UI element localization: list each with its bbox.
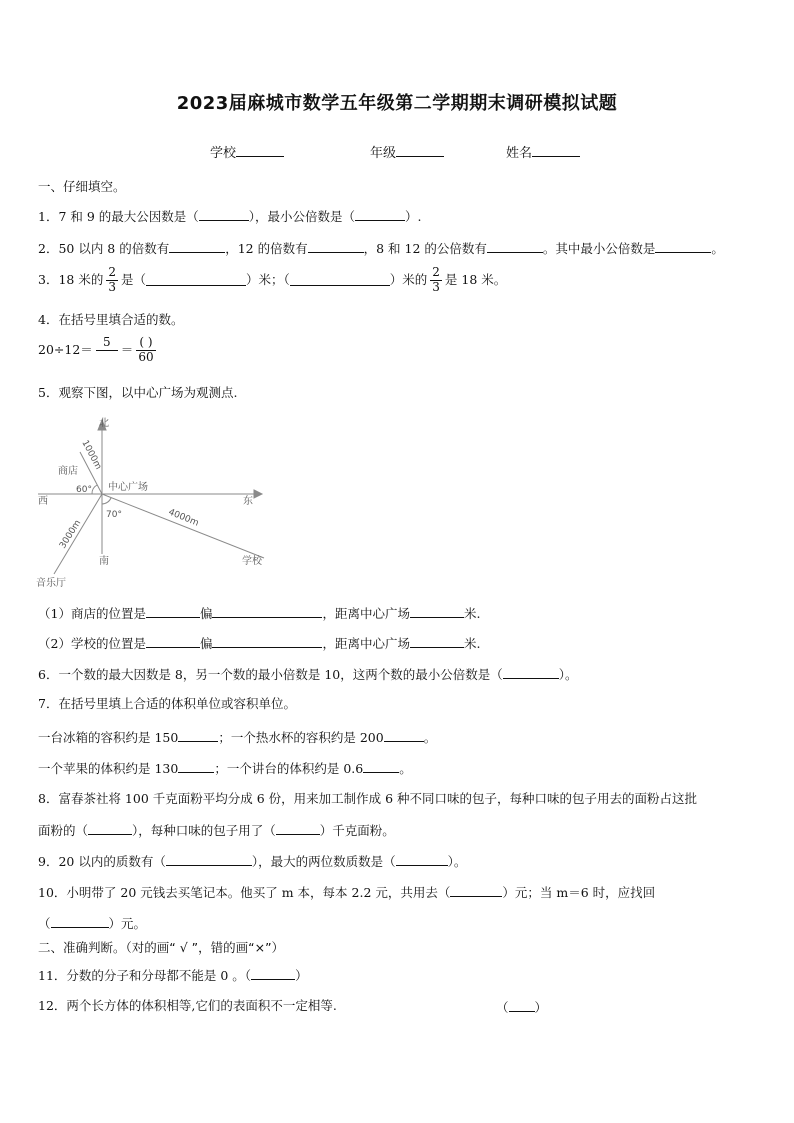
school-label: 学校 <box>242 556 262 567</box>
q5-sub2-text-d: 米. <box>464 636 481 651</box>
q7-l1-text-a: 一台冰箱的容积约是 150 <box>38 730 179 745</box>
question-2 <box>38 241 724 256</box>
q7-blank-1[interactable] <box>178 730 218 742</box>
question-7-line-1 <box>38 730 436 745</box>
grade-blank[interactable] <box>396 145 444 157</box>
q10-text-c: （ <box>38 916 51 931</box>
question-3 <box>38 266 506 295</box>
q7-l2-text-c: 。 <box>399 761 412 776</box>
q3-text-a: 3．18 米的 <box>38 272 104 288</box>
q7-blank-2[interactable] <box>384 730 424 742</box>
angle-60-label: 60° <box>76 485 92 495</box>
q4-fraction-2[interactable] <box>136 336 155 365</box>
q6-text-b: ）。 <box>558 667 578 682</box>
q1-text-a: 1．7 和 9 的最大公因数是（ <box>38 209 199 224</box>
q1-text-b: ），最小公倍数是（ <box>248 209 356 224</box>
direction-diagram <box>36 414 276 590</box>
question-9 <box>38 854 466 869</box>
q3-text-b: 是（ <box>120 272 146 288</box>
east-arrow-icon <box>254 490 262 498</box>
question-4-expression <box>38 336 159 365</box>
q3-frac2-den: 3 <box>432 279 440 294</box>
q9-text-a: 9．20 以内的质数有（ <box>38 854 166 869</box>
shop-distance-label: 1000m <box>79 438 104 472</box>
q2-text-e: 。 <box>711 241 724 256</box>
q5-sub1-blank-2[interactable] <box>212 606 322 618</box>
q5-sub2-blank-2[interactable] <box>212 636 322 648</box>
q3-blank-2[interactable] <box>290 274 390 286</box>
q7-blank-4[interactable] <box>363 761 399 773</box>
question-7-line-2 <box>38 761 412 776</box>
question-11 <box>38 968 308 983</box>
question-12 <box>38 1000 337 1013</box>
q11-text-b: ） <box>295 968 308 983</box>
q3-frac1-den: 3 <box>108 279 116 294</box>
q1-text-c: ）. <box>405 209 422 224</box>
question-10-line-2 <box>38 916 146 931</box>
q7-l1-text-b: ；一个热水杯的容积约是 200 <box>218 730 384 745</box>
music-hall-label: 音乐厅 <box>36 578 66 589</box>
q11-blank[interactable] <box>251 968 295 980</box>
q3-blank-1[interactable] <box>146 274 246 286</box>
question-10-line-1 <box>38 885 655 900</box>
grade-field <box>370 142 444 161</box>
q5-sub1-text-d: 米. <box>464 606 481 621</box>
west-label: 西 <box>38 496 48 507</box>
q10-text-a: 10．小明带了 20 元钱去买笔记本。他买了 m 本，每本 2.2 元，共用去（ <box>38 885 451 900</box>
center-label: 中心广场 <box>108 482 148 493</box>
question-5: 5．观察下图，以中心广场为观测点. <box>38 385 238 400</box>
q2-text-b: ，12 的倍数有 <box>225 241 308 256</box>
question-6 <box>38 667 578 682</box>
q5-sub2-blank-1[interactable] <box>146 636 200 648</box>
q11-text-a: 11．分数的分子和分母都不能是 0 。（ <box>38 968 252 983</box>
grade-label: 年级 <box>370 146 397 161</box>
angle-70-arc <box>102 498 111 504</box>
q4-frac1-den <box>96 351 118 365</box>
q8-text-c: ）千克面粉。 <box>319 823 395 838</box>
q12-blank[interactable] <box>509 1000 535 1012</box>
q1-blank-2[interactable] <box>355 209 405 221</box>
q5-sub2-text-b: 偏 <box>199 636 213 651</box>
q3-text-d: ）米的 <box>389 272 428 288</box>
q3-frac2-num: 2 <box>432 265 440 279</box>
q4-fraction-1 <box>96 336 118 365</box>
q10-text-b: ）元；当 m＝6 时，应找回 <box>502 885 656 900</box>
q5-sub2-text-c: ，距离中心广场 <box>322 636 410 651</box>
question-8-line-1: 8．富春茶社将 100 千克面粉平均分成 6 份，用来加工制作成 6 种不同口味的包子，每种口味的包子用去的面粉占这批 <box>38 791 698 806</box>
q12-text-b: （ <box>496 1000 509 1015</box>
question-12-answer <box>496 1000 547 1015</box>
q5-sub1-text-b: 偏 <box>199 606 213 621</box>
q9-text-c: ）。 <box>447 854 467 869</box>
q3-text-c: ）米；（ <box>246 272 290 288</box>
page-title: 2023届麻城市数学五年级第二学期期末调研模拟试题 <box>176 93 618 114</box>
q7-l2-text-a: 一个苹果的体积约是 130 <box>38 761 179 776</box>
q5-sub1-blank-1[interactable] <box>146 606 200 618</box>
q3-fraction-1 <box>106 266 118 295</box>
music-distance-label: 3000m <box>58 518 84 551</box>
q1-blank-1[interactable] <box>199 209 249 221</box>
q12-text-c: ） <box>534 1000 548 1015</box>
school-label: 学校 <box>210 146 237 161</box>
q12-text-a: 12．两个长方体的体积相等,它们的表面积不一定相等. <box>38 998 337 1013</box>
question-7: 7．在括号里填上合适的体积单位或容积单位。 <box>38 696 296 711</box>
school-direction-line <box>102 494 264 558</box>
q8-text-b: ），每种口味的包子用了（ <box>132 823 276 838</box>
question-5-sub-2 <box>38 636 480 651</box>
name-label: 姓名 <box>506 146 533 161</box>
name-field <box>506 142 580 161</box>
q4-expr: 20÷12＝ <box>38 342 93 358</box>
angle-60-arc <box>92 485 97 494</box>
q2-text-c: ，8 和 12 的公倍数有 <box>363 241 487 256</box>
name-blank[interactable] <box>532 145 580 157</box>
q3-text-e: 是 18 米。 <box>444 272 507 288</box>
q4-frac2-den: 60 <box>138 349 154 364</box>
q9-blank-1[interactable] <box>166 854 252 866</box>
east-label: 东 <box>243 496 253 507</box>
school-field <box>210 142 284 161</box>
q9-text-b: ），最大的两位数质数是（ <box>251 854 396 869</box>
q5-sub1-blank-3[interactable] <box>410 606 464 618</box>
south-label: 南 <box>99 556 109 567</box>
q8-blank-2[interactable] <box>276 823 320 835</box>
q5-sub2-text-a: （2）学校的位置是 <box>38 636 146 651</box>
q2-blank-4[interactable] <box>655 241 711 253</box>
q3-fraction-2 <box>430 266 442 295</box>
q2-blank-1[interactable] <box>169 241 225 253</box>
q4-frac2-num[interactable]: ( ) <box>136 336 155 351</box>
section-2-title: 二、准确判断。（对的画“ √ ”，错的画“×”） <box>38 940 285 955</box>
q7-l1-text-c: 。 <box>423 730 437 745</box>
angle-70-label: 70° <box>106 510 122 520</box>
school-distance-label: 4000m <box>166 507 200 529</box>
question-4: 4．在括号里填合适的数。 <box>38 312 184 327</box>
q8-text-a: 面粉的（ <box>38 823 89 838</box>
q7-l2-text-b: ；一个讲台的体积约是 0.6 <box>214 761 364 776</box>
q5-sub1-text-a: （1）商店的位置是 <box>38 606 146 621</box>
question-5-sub-1 <box>38 606 480 621</box>
question-8-line-2 <box>38 823 395 838</box>
school-blank[interactable] <box>236 145 284 157</box>
q10-blank-1[interactable] <box>450 885 502 897</box>
q2-text-d: 。其中最小公倍数是 <box>542 241 656 256</box>
section-1-title: 一、仔细填空。 <box>38 179 126 194</box>
q8-blank-1[interactable] <box>88 823 132 835</box>
q7-blank-3[interactable] <box>178 761 214 773</box>
question-1 <box>38 209 422 224</box>
q2-text-a: 2．50 以内 8 的倍数有 <box>38 241 170 256</box>
q9-blank-2[interactable] <box>396 854 448 866</box>
q2-blank-3[interactable] <box>487 241 543 253</box>
q10-text-d: ）元。 <box>108 916 147 931</box>
q6-text-a: 6．一个数的最大因数是 8，另一个数的最小倍数是 10，这两个数的最小公倍数是（ <box>38 667 503 682</box>
q4-equals: ＝ <box>120 342 134 358</box>
q4-frac1-num: 5 <box>96 336 118 351</box>
music-hall-direction-line <box>54 494 102 574</box>
q10-blank-2[interactable] <box>51 916 109 928</box>
north-label: 北 <box>99 418 109 429</box>
q3-frac1-num: 2 <box>108 265 116 279</box>
q2-blank-2[interactable] <box>308 241 364 253</box>
q5-sub2-blank-3[interactable] <box>410 636 464 648</box>
q6-blank[interactable] <box>503 667 559 679</box>
q5-sub1-text-c: ，距离中心广场 <box>322 606 410 621</box>
shop-label: 商店 <box>58 466 78 477</box>
